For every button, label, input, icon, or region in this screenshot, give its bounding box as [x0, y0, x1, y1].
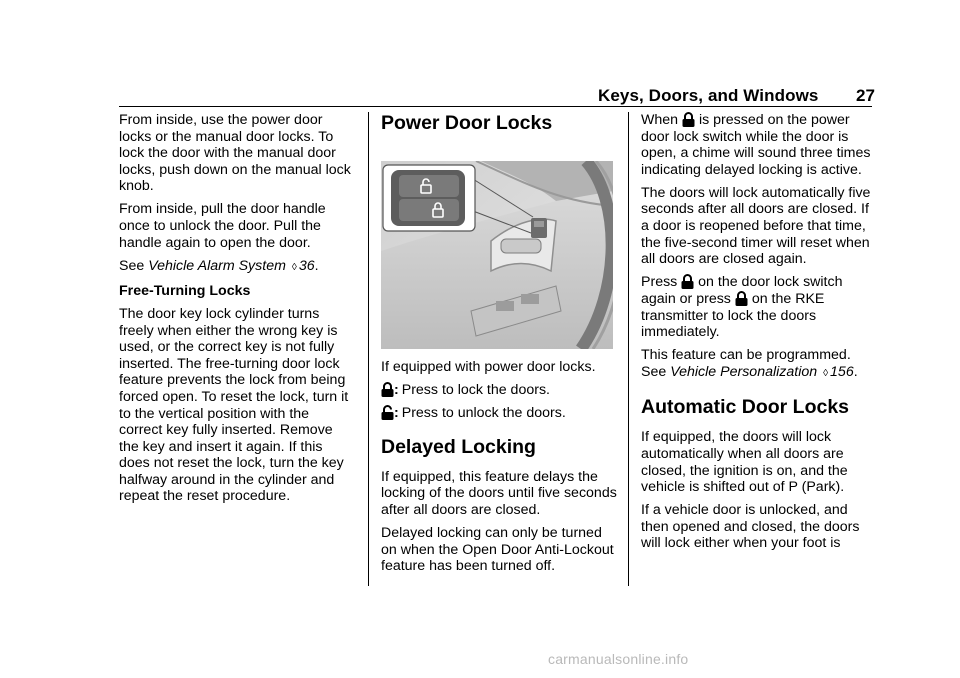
lock-icon	[735, 291, 748, 306]
paragraph: The door key lock cylinder turns freely when either the wrong key is used, or the correct key is not fully inserted. The free-turning door lock feature prevents the lock from being forced open. To reset the lock, turn it to the vertical position with the correct key fully inserted. Remove the key and insert it again. If this does not reset the lock, turn the key halfway around in the cylinder and repeat the reset procedure.	[119, 305, 349, 505]
column-divider-2	[628, 112, 629, 586]
cross-reference-link[interactable]: Vehicle Personalization	[670, 363, 818, 380]
watermark: carmanualsonline.info	[548, 651, 689, 667]
paragraph: The doors will lock automatically five seconds after all doors are closed. If a door is reopened before that time, the five-second timer will reset when all doors are closed again.	[641, 184, 871, 268]
paragraph: If equipped with power door locks.	[381, 359, 596, 375]
unlock-instruction: : Press to unlock the doors.	[381, 405, 619, 422]
section-title: Keys, Doors, and Windows	[598, 86, 819, 105]
column-3	[641, 112, 873, 559]
cross-reference-link[interactable]: Vehicle Alarm System	[148, 257, 286, 274]
lock-icon	[682, 112, 695, 127]
unlock-icon	[381, 405, 394, 420]
door-lock-switch-illustration	[381, 161, 613, 349]
column-divider-1	[368, 112, 369, 586]
see-reference: See Vehicle Alarm System ◊ 36.	[119, 258, 354, 277]
page-ref-number[interactable]: 156	[830, 363, 854, 380]
paragraph: Press on the door lock switch again or press on the RKE transmitter to lock the doors immediately.	[641, 274, 843, 341]
paragraph: If a vehicle door is unlocked, and then opened and closed, the doors will lock either when your foot is	[641, 502, 860, 552]
paragraph: If equipped, this feature delays the locking of the doors until five seconds after all doors are closed.	[381, 468, 617, 518]
paragraph: From inside, use the power door locks or the manual door locks. To lock the door with the manual door locks, push down on the manual lock knob.	[119, 112, 351, 195]
column-2	[381, 112, 619, 581]
header-divider	[119, 106, 872, 107]
subheading: Free-Turning Locks	[119, 282, 251, 299]
paragraph: Delayed locking can only be turned on when the Open Door Anti-Lockout feature has been turned off.	[381, 525, 614, 575]
page-ref-number[interactable]: 36	[298, 257, 315, 274]
paragraph: If equipped, the doors will lock automatically when all doors are closed, the ignition is on, and the vehicle is shifted out of P (Park).	[641, 429, 848, 496]
paragraph: When is pressed on the power door lock switch while the door is open, a chime will sound three times indicating delayed locking is active.	[641, 112, 871, 178]
page-ref-icon: ◊	[291, 261, 297, 273]
lock-instruction: : Press to lock the doors.	[381, 382, 619, 399]
heading-automatic-door-locks: Automatic Door Locks	[641, 396, 850, 419]
heading-delayed-locking: Delayed Locking	[381, 435, 536, 458]
page-ref-icon: ◊	[823, 367, 829, 379]
paragraph: This feature can be programmed. See Vehicle Personalization ◊ 156.	[641, 347, 873, 382]
lock-icon	[681, 274, 694, 289]
column-1	[119, 112, 354, 512]
page-number: 27	[856, 86, 875, 105]
lock-icon	[381, 382, 394, 397]
heading-power-door-locks: Power Door Locks	[381, 112, 553, 134]
paragraph: From inside, pull the door handle once to unlock the door. Pull the handle again to open the door.	[119, 201, 326, 251]
